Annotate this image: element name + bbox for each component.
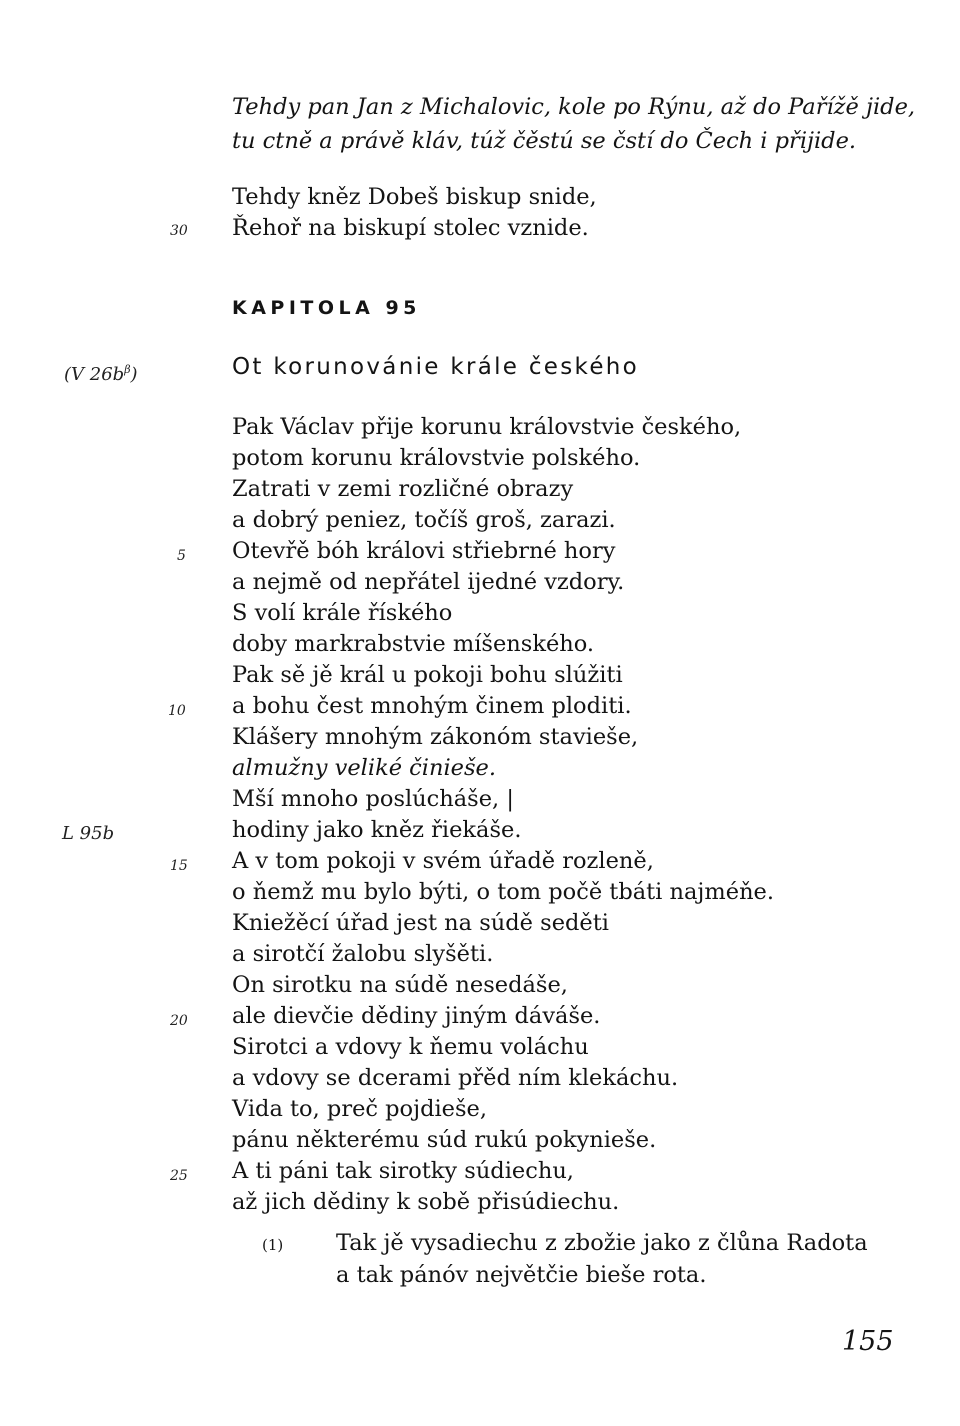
verse-line: almužny veliké činieše.: [232, 755, 496, 781]
line-number-20: 20: [170, 1013, 188, 1029]
line-number-10: 10: [168, 703, 186, 719]
verse-line: Klášery mnohým zákonóm stavieše,: [232, 724, 639, 750]
verse-line: S volí krále říského: [232, 600, 453, 626]
side-reference-v26b: (V $26b^\beta$): [64, 363, 138, 385]
verse-line: Pak sě jě král u pokoji bohu slúžiti: [232, 662, 623, 688]
chapter-heading: KAPITOLA 95: [232, 297, 421, 319]
verse-line: doby markrabstvie míšenského.: [232, 631, 595, 657]
side-ref-text: V 26b: [71, 364, 125, 385]
footnote-line-1: Tak jě vysadiechu z zbožie jako z člůna Radota: [336, 1230, 868, 1256]
verse-line: ale dievčie dědiny jiným dáváše.: [232, 1003, 601, 1029]
verse-line: potom korunu královstvie polského.: [232, 445, 641, 471]
verse-line: hodiny jako kněz řiekáše.: [232, 817, 522, 843]
verse-line: A ti páni tak sirotky súdiechu,: [232, 1158, 574, 1184]
verse-line: Zatrati v zemi rozličné obrazy: [232, 476, 574, 502]
line-number-30: 30: [170, 223, 188, 239]
side-reference-l95b: L 95b: [62, 823, 115, 844]
line-number-15: 15: [170, 858, 188, 874]
verse-line: a sirotčí žalobu slyšěti.: [232, 941, 494, 967]
verse-line: o ňemž mu bylo býti, o tom počě tbáti najméňe.: [232, 879, 775, 905]
side-ref-sup: β: [124, 363, 131, 376]
verse-line: až jich dědiny k sobě přisúdiechu.: [232, 1189, 620, 1215]
verse-line: pánu některému súd rukú pokynieše.: [232, 1127, 657, 1153]
intro-line-1: Tehdy pan Jan z Michalovic, kole po Rýnu, až do Pařížě jide,: [232, 94, 916, 120]
line-number-5: 5: [177, 548, 186, 564]
verse-line: a dobrý peniez, točíš groš, zarazi.: [232, 507, 616, 533]
footnote-mark: (1): [262, 1236, 284, 1254]
stanza-line-1: Tehdy kněz Dobeš biskup snide,: [232, 184, 597, 210]
intro-line-2: tu ctně a právě kláv, túž čěstú se čstí do Čech i přijide.: [232, 128, 857, 154]
line-number-25: 25: [170, 1168, 188, 1184]
page-number: 155: [842, 1326, 894, 1357]
stanza-line-2: Řehoř na biskupí stolec vznide.: [232, 215, 589, 241]
verse-line: Sirotci a vdovy k ňemu voláchu: [232, 1034, 589, 1060]
chapter-title: Ot korunovánie krále českého: [232, 354, 640, 380]
verse-line: On sirotku na súdě nesedáše,: [232, 972, 568, 998]
verse-line: Vida to, preč pojdieše,: [232, 1096, 487, 1122]
verse-line: a bohu čest mnohým činem ploditi.: [232, 693, 632, 719]
footnote-line-2: a tak pánóv největčie bieše rota.: [336, 1262, 707, 1288]
verse-line: Kniežěcí úřad jest na súdě seděti: [232, 910, 609, 936]
verse-line: Mší mnoho poslúcháše, |: [232, 786, 514, 812]
verse-line: a vdovy se dcerami přěd ním klekáchu.: [232, 1065, 679, 1091]
verse-line: a nejmě od nepřátel ijedné vzdory.: [232, 569, 625, 595]
verse-line: Pak Václav přije korunu královstvie českého,: [232, 414, 742, 440]
verse-line: A v tom pokoji v svém úřadě rozleně,: [232, 848, 654, 874]
verse-line: Otevřě bóh královi střiebrné hory: [232, 538, 616, 564]
